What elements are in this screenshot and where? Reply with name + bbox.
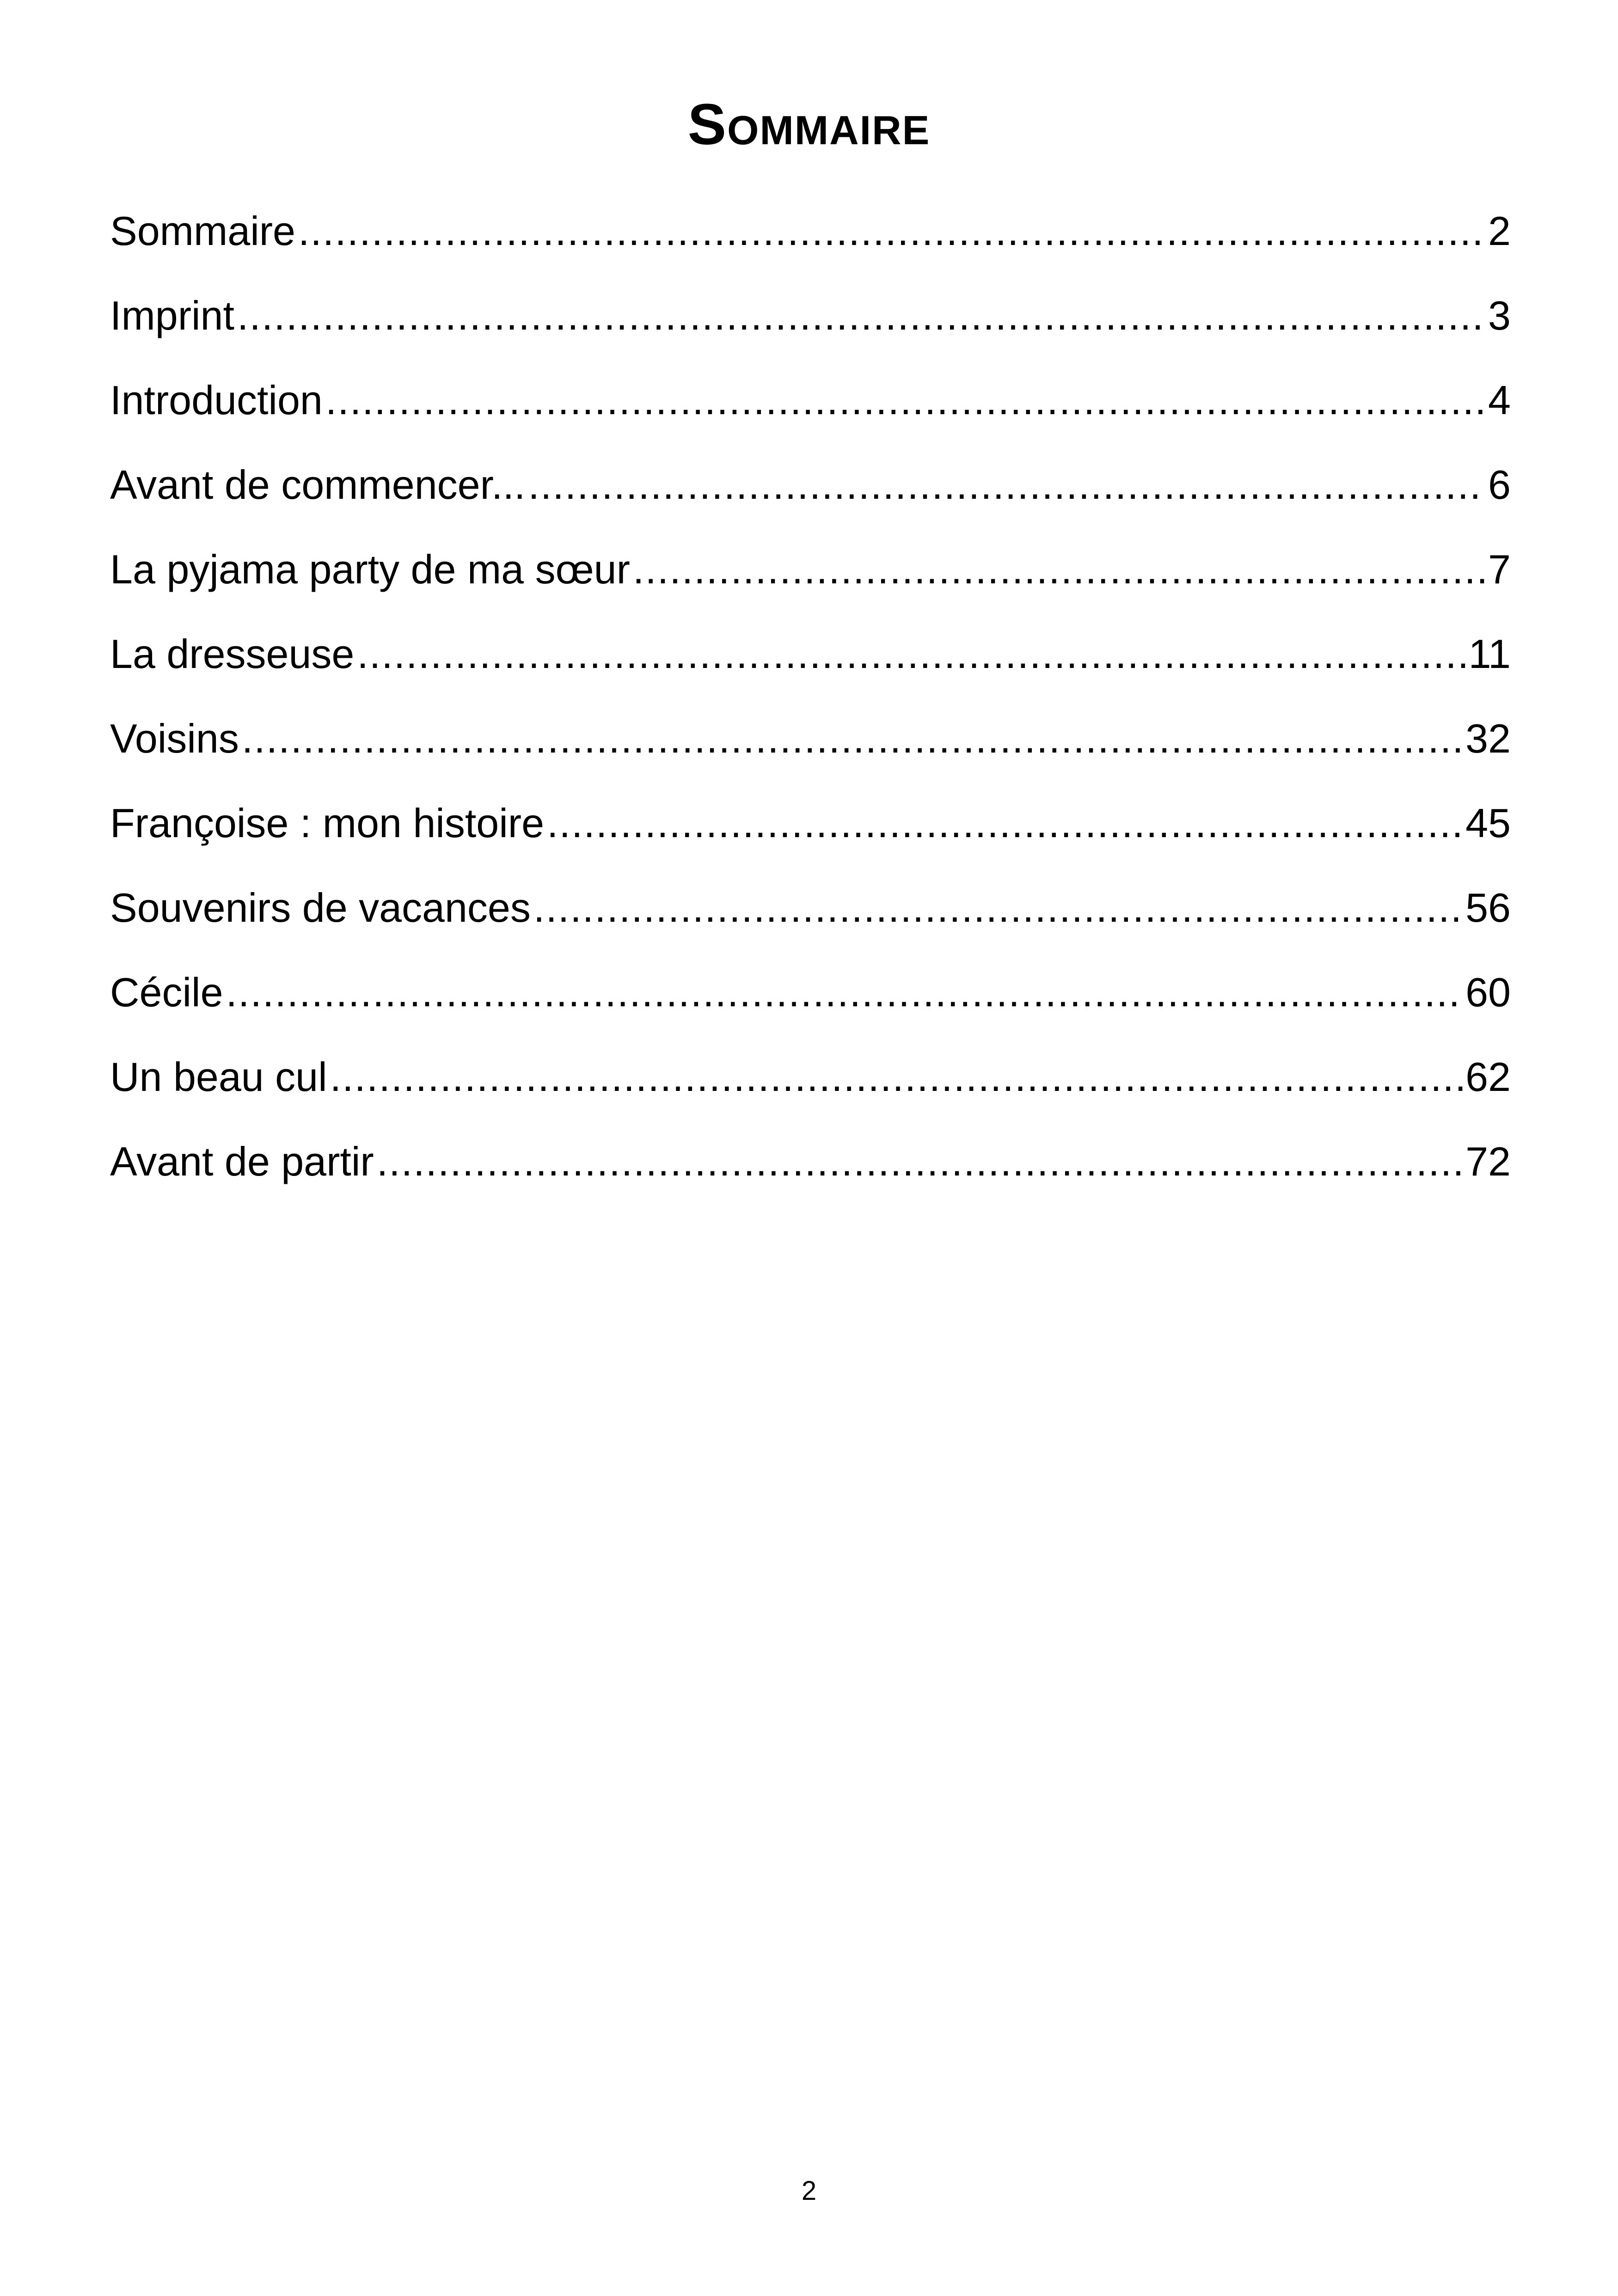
- toc-entry-page: 6: [1488, 462, 1511, 508]
- toc-entry-label: Souvenirs de vacances: [110, 885, 531, 931]
- toc-entry-page: 3: [1488, 293, 1511, 338]
- toc-entry-label: Avant de partir: [110, 1139, 374, 1184]
- toc-entry-page: 60: [1465, 969, 1511, 1015]
- toc-entry-page: 45: [1465, 800, 1511, 846]
- toc-entry[interactable]: [110, 965, 1511, 1049]
- toc-entry-label: Avant de commencer...: [110, 462, 526, 508]
- toc-dot-leader: [528, 457, 1485, 513]
- toc-entry[interactable]: [110, 288, 1511, 373]
- toc-dot-leader: [377, 1134, 1463, 1189]
- toc-dot-leader: [547, 796, 1463, 851]
- toc-entry-page: 2: [1488, 208, 1511, 254]
- toc-entry[interactable]: [110, 373, 1511, 457]
- toc-entry-page: 62: [1465, 1054, 1511, 1100]
- toc-entry-label: Françoise : mon histoire: [110, 800, 545, 846]
- footer-page-number: 2: [801, 2176, 817, 2206]
- toc-entry-label: Cécile: [110, 969, 223, 1015]
- toc-entry[interactable]: [110, 880, 1511, 965]
- toc-entry-label: Imprint: [110, 293, 234, 338]
- toc-entry[interactable]: [110, 1049, 1511, 1134]
- toc-entry[interactable]: [110, 457, 1511, 542]
- toc-entry[interactable]: [110, 711, 1511, 796]
- toc-dot-leader: [226, 965, 1463, 1020]
- toc-entry[interactable]: [110, 203, 1511, 288]
- toc-entry[interactable]: [110, 796, 1511, 880]
- toc-dot-leader: [330, 1049, 1463, 1105]
- toc-entry-page: 72: [1465, 1139, 1511, 1184]
- toc-dot-leader: [237, 288, 1485, 343]
- toc-dot-leader: [325, 373, 1485, 428]
- toc-entry-label: Sommaire: [110, 208, 295, 254]
- toc-entry-page: 56: [1465, 885, 1511, 931]
- toc-dot-leader: [633, 542, 1485, 597]
- toc-dot-leader: [242, 711, 1463, 766]
- toc-entry-label: La dresseuse: [110, 631, 355, 677]
- toc-dot-leader: [298, 203, 1485, 259]
- table-of-contents: [110, 203, 1511, 1218]
- toc-entry-page: 4: [1488, 377, 1511, 423]
- toc-entry-page: 7: [1488, 546, 1511, 592]
- toc-entry[interactable]: [110, 1134, 1511, 1218]
- toc-entry-label: Voisins: [110, 716, 239, 761]
- page-title: Sommaire: [687, 92, 931, 157]
- toc-entry[interactable]: [110, 626, 1511, 711]
- toc-entry-page: 11: [1468, 631, 1511, 677]
- toc-entry-label: La pyjama party de ma sœur: [110, 546, 630, 592]
- toc-entry[interactable]: [110, 542, 1511, 626]
- toc-dot-leader: [533, 880, 1463, 936]
- toc-entry-label: Un beau cul: [110, 1054, 327, 1100]
- toc-dot-leader: [357, 626, 1465, 682]
- toc-entry-label: Introduction: [110, 377, 323, 423]
- toc-entry-page: 32: [1465, 716, 1511, 761]
